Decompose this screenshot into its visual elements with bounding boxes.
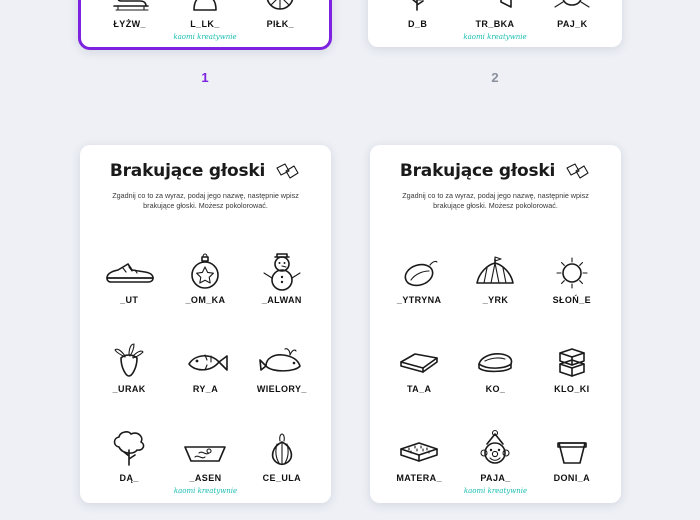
worksheet-item[interactable] — [245, 311, 319, 394]
circus-tent-icon — [465, 251, 525, 293]
worksheet-item-word: PAJ_K — [557, 19, 588, 29]
whale-icon — [252, 340, 312, 382]
puzzle-pieces-icon — [563, 159, 591, 183]
worksheet-header — [382, 159, 609, 183]
worksheet-title: Brakujące głoski — [109, 161, 266, 181]
clown-icon — [465, 429, 525, 471]
doll-icon — [177, 0, 233, 17]
page-number-2[interactable]: 2 — [491, 70, 499, 85]
worksheet-item-grid — [92, 222, 319, 483]
pool-icon — [175, 429, 235, 471]
mattress-icon — [389, 429, 449, 471]
worksheet-item-word: WIELORY_ — [256, 383, 307, 394]
worksheet-item[interactable] — [245, 222, 319, 305]
worksheet-item[interactable] — [535, 400, 609, 483]
worksheet-item[interactable] — [458, 311, 532, 394]
shoe-icon — [99, 251, 159, 293]
worksheet-item[interactable] — [168, 0, 241, 29]
trumpet-icon — [467, 0, 523, 17]
brand-footer: kaomi kreatywnie — [463, 33, 527, 41]
worksheet-item[interactable] — [244, 0, 317, 29]
blocks-icon — [542, 340, 602, 382]
worksheet-item[interactable] — [458, 400, 532, 483]
fish-icon — [175, 340, 235, 382]
couch-icon — [465, 340, 525, 382]
worksheet-item-word: _OM_KA — [185, 294, 226, 305]
worksheet-item[interactable] — [458, 222, 532, 305]
onion-icon — [252, 429, 312, 471]
beetroot-icon — [99, 340, 159, 382]
tree-icon — [99, 429, 159, 471]
lemon-icon — [389, 251, 449, 293]
worksheet-item-word: KLO_KI — [554, 383, 590, 394]
page-card-1[interactable] — [78, 0, 332, 50]
worksheet-item-word: PIŁK_ — [266, 19, 295, 29]
worksheet-item-word: DĄ_ — [119, 473, 139, 483]
worksheet-item-word: MATERA_ — [396, 473, 442, 483]
oak-tree-icon — [390, 0, 446, 17]
worksheet-item-word: KO_ — [485, 383, 506, 394]
worksheet-item[interactable] — [535, 311, 609, 394]
worksheet-item-word: _URAK — [112, 383, 146, 394]
puzzle-pieces-icon — [273, 159, 301, 183]
worksheet-item[interactable] — [168, 222, 242, 305]
worksheet-item-word: _ASEN — [189, 473, 222, 483]
spider-icon — [544, 0, 600, 17]
worksheet-item[interactable] — [382, 222, 456, 305]
ice-skate-icon — [102, 0, 158, 17]
worksheet-item[interactable] — [168, 400, 242, 483]
brand-footer: kaomi kreatywnie — [173, 33, 237, 41]
worksheet-item-word: CE_ULA — [262, 473, 302, 483]
worksheet-title: Brakujące głoski — [399, 161, 556, 181]
worksheet-instructions: Zgadnij co to za wyraz, podaj jego nazwę, następnie wpisz brakujące głoski. Możesz pokolorować. — [402, 191, 589, 211]
worksheet-item[interactable] — [168, 311, 242, 394]
flowerpot-icon — [542, 429, 602, 471]
worksheet-item-word: _UT — [120, 294, 139, 305]
page-number-1[interactable]: 1 — [201, 70, 209, 85]
sun-icon — [542, 251, 602, 293]
worksheet-item[interactable] — [382, 311, 456, 394]
worksheet-item[interactable] — [380, 0, 455, 29]
worksheet-item-word: ŁYŻW_ — [113, 19, 146, 29]
worksheet-item-word: SŁOŃ_E — [552, 294, 592, 305]
worksheet-item-word: _YRK — [482, 294, 509, 305]
snowman-icon — [252, 251, 312, 293]
worksheet-item[interactable] — [92, 222, 166, 305]
worksheet-item[interactable] — [457, 0, 532, 29]
worksheet-item-word: _ALWAN — [261, 294, 302, 305]
brand-footer: kaomi kreatywnie — [173, 487, 238, 495]
page-card-4[interactable] — [370, 145, 621, 503]
page-card-2[interactable] — [368, 0, 622, 47]
bauble-icon — [175, 251, 235, 293]
worksheet-header — [92, 159, 319, 183]
worksheet-item-word: L_LK_ — [190, 19, 220, 29]
worksheet-item[interactable] — [382, 400, 456, 483]
tray-icon — [389, 340, 449, 382]
worksheet-item-grid — [382, 222, 609, 483]
worksheet-item[interactable] — [92, 400, 166, 483]
worksheet-item-word: PAJA_ — [480, 473, 511, 483]
worksheet-item-word: D_B — [408, 19, 428, 29]
worksheet-instructions: Zgadnij co to za wyraz, podaj jego nazwę, następnie wpisz brakujące głoski. Możesz pokolorować. — [112, 191, 299, 211]
worksheet-item-word: RY_A — [192, 383, 219, 394]
brand-footer: kaomi kreatywnie — [463, 487, 528, 495]
worksheet-item[interactable] — [93, 0, 166, 29]
worksheet-item[interactable] — [535, 222, 609, 305]
worksheet-item-word: _YTRYNA — [396, 294, 442, 305]
ball-icon — [252, 0, 308, 17]
page-card-3[interactable] — [80, 145, 331, 503]
worksheet-item-word: TR_BKA — [475, 19, 515, 29]
worksheet-item[interactable] — [245, 400, 319, 483]
worksheet-item-word: DONI_A — [553, 473, 591, 483]
worksheet-item[interactable] — [92, 311, 166, 394]
worksheet-item-grid — [380, 0, 610, 29]
worksheet-item-word: TA_A — [406, 383, 432, 394]
worksheet-item[interactable] — [535, 0, 610, 29]
worksheet-item-grid — [93, 0, 317, 29]
